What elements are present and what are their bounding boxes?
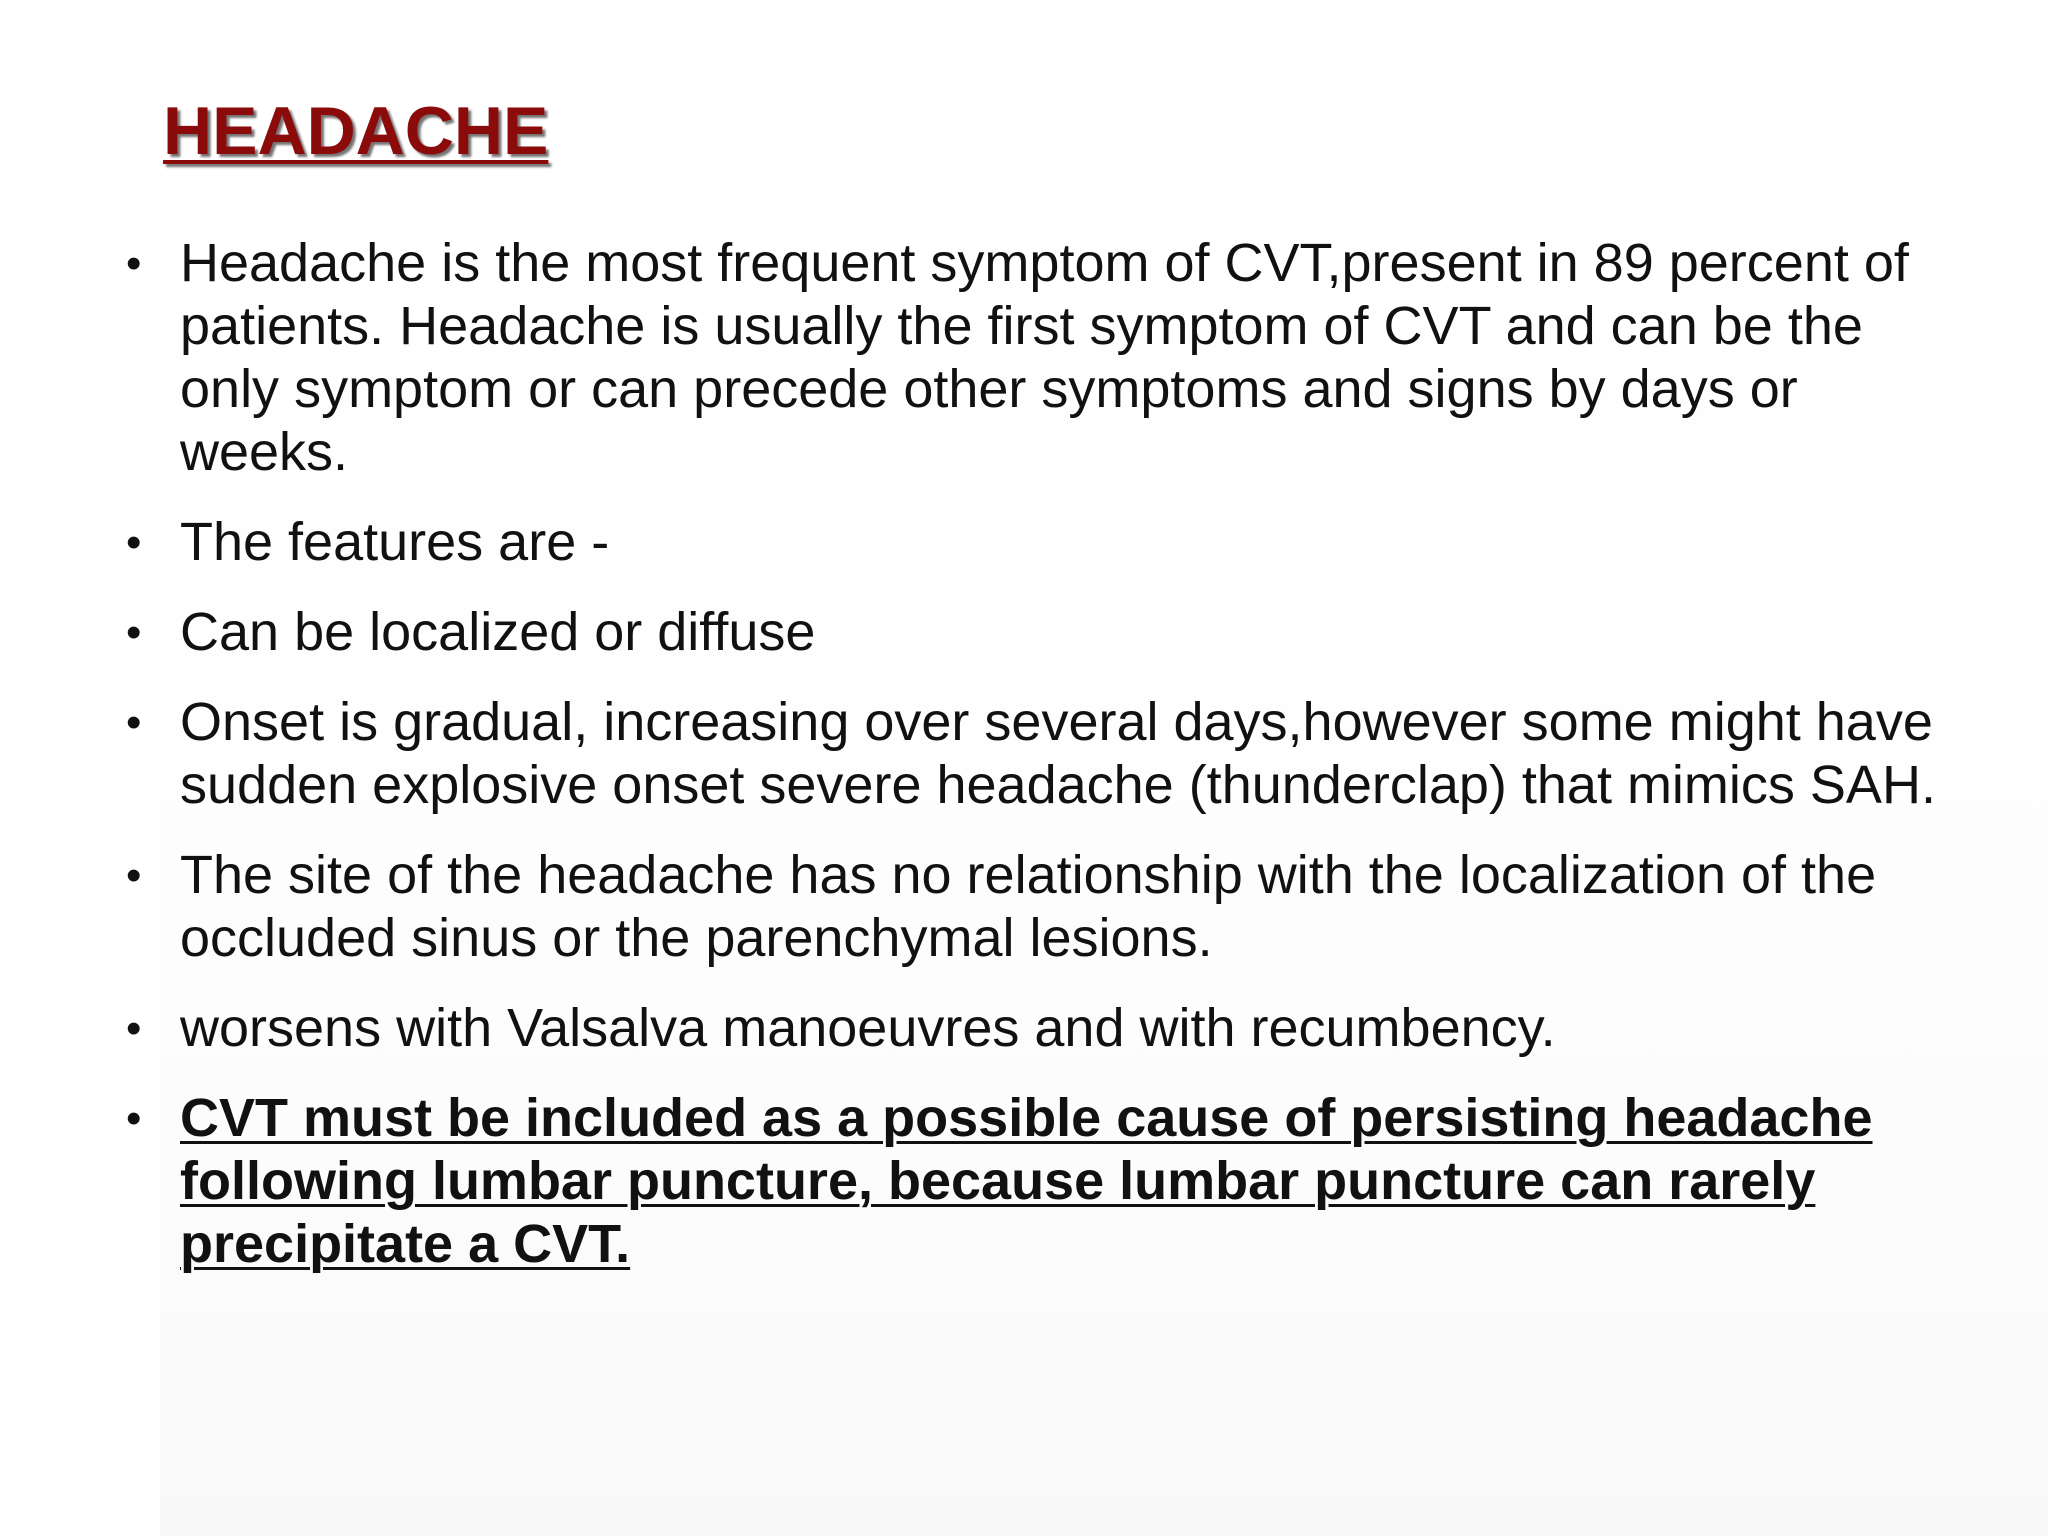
bullet-icon: • — [126, 518, 142, 567]
bullet-text: Headache is the most frequent symptom of CVT,present in 89 percent of patients. Headache is usually the first symptom of CVT and can be the only symptom or can precede other symptoms and signs by days or weeks. — [180, 233, 1909, 482]
bullet-icon: • — [126, 698, 142, 747]
bullet-icon: • — [126, 1004, 142, 1053]
bullet-text: The site of the headache has no relationship with the localization of the occluded sinus or the parenchymal lesions. — [180, 845, 1877, 968]
bullet-icon: • — [126, 239, 142, 288]
bullet-item — [118, 511, 1958, 574]
bullet-list — [118, 232, 1958, 1303]
bullet-item — [118, 844, 1958, 970]
bullet-item — [118, 232, 1958, 484]
bullet-text-emphasis: CVT must be included as a possible cause of persisting headache following lumbar puncture, because lumbar puncture can rarely precipitate a CVT. — [180, 1088, 1873, 1274]
bullet-icon: • — [126, 1094, 142, 1143]
bullet-item — [118, 601, 1958, 664]
bullet-item-emphasis — [118, 1087, 1958, 1276]
bullet-text: Can be localized or diffuse — [180, 602, 816, 662]
bullet-item — [118, 997, 1958, 1060]
bullet-icon: • — [126, 851, 142, 900]
bullet-text: Onset is gradual, increasing over several days,however some might have sudden explosive onset severe headache (thunderclap) that mimics SAH. — [180, 692, 1936, 815]
bullet-text: worsens with Valsalva manoeuvres and with recumbency. — [180, 998, 1556, 1058]
slide-title: HEADACHE — [163, 93, 549, 169]
bullet-text: The features are - — [180, 512, 610, 572]
bullet-item — [118, 691, 1958, 817]
bullet-icon: • — [126, 608, 142, 657]
